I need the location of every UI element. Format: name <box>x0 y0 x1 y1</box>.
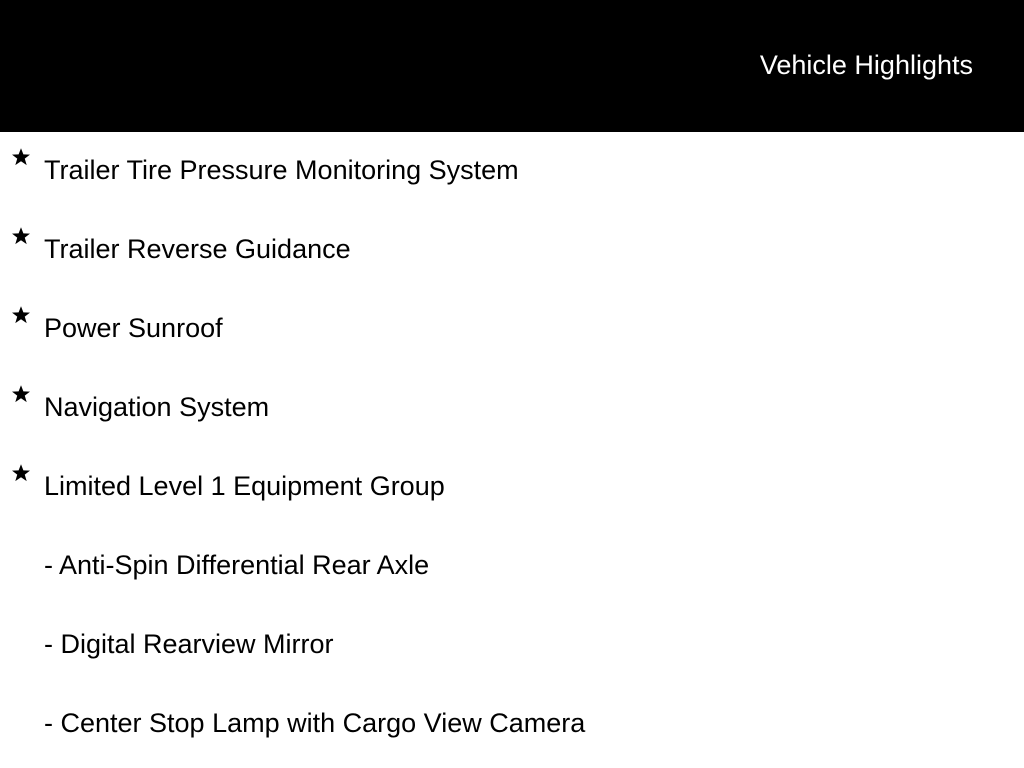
sub-feature-label: - Center Stop Lamp with Cargo View Camera <box>44 708 586 738</box>
highlight-label: Limited Level 1 Equipment Group <box>44 471 445 501</box>
page-title: Vehicle Highlights <box>759 50 973 80</box>
star-icon <box>10 225 32 247</box>
highlight-label: Trailer Reverse Guidance <box>44 234 351 264</box>
page-header <box>0 0 1024 132</box>
list-item <box>0 685 1024 738</box>
list-item <box>0 527 1024 580</box>
list-item <box>0 211 1024 264</box>
list-item <box>0 290 1024 343</box>
sub-feature-label: - Digital Rearview Mirror <box>44 629 334 659</box>
star-icon <box>10 462 32 484</box>
list-item <box>0 448 1024 501</box>
star-icon <box>10 146 32 168</box>
highlight-label: Power Sunroof <box>44 313 223 343</box>
highlight-label: Trailer Tire Pressure Monitoring System <box>44 155 519 185</box>
star-icon <box>10 304 32 326</box>
highlight-label: Navigation System <box>44 392 270 422</box>
sub-feature-label: - Anti-Spin Differential Rear Axle <box>44 550 430 580</box>
list-item <box>0 132 1024 185</box>
list-item <box>0 606 1024 659</box>
star-icon <box>10 383 32 405</box>
list-item <box>0 369 1024 422</box>
